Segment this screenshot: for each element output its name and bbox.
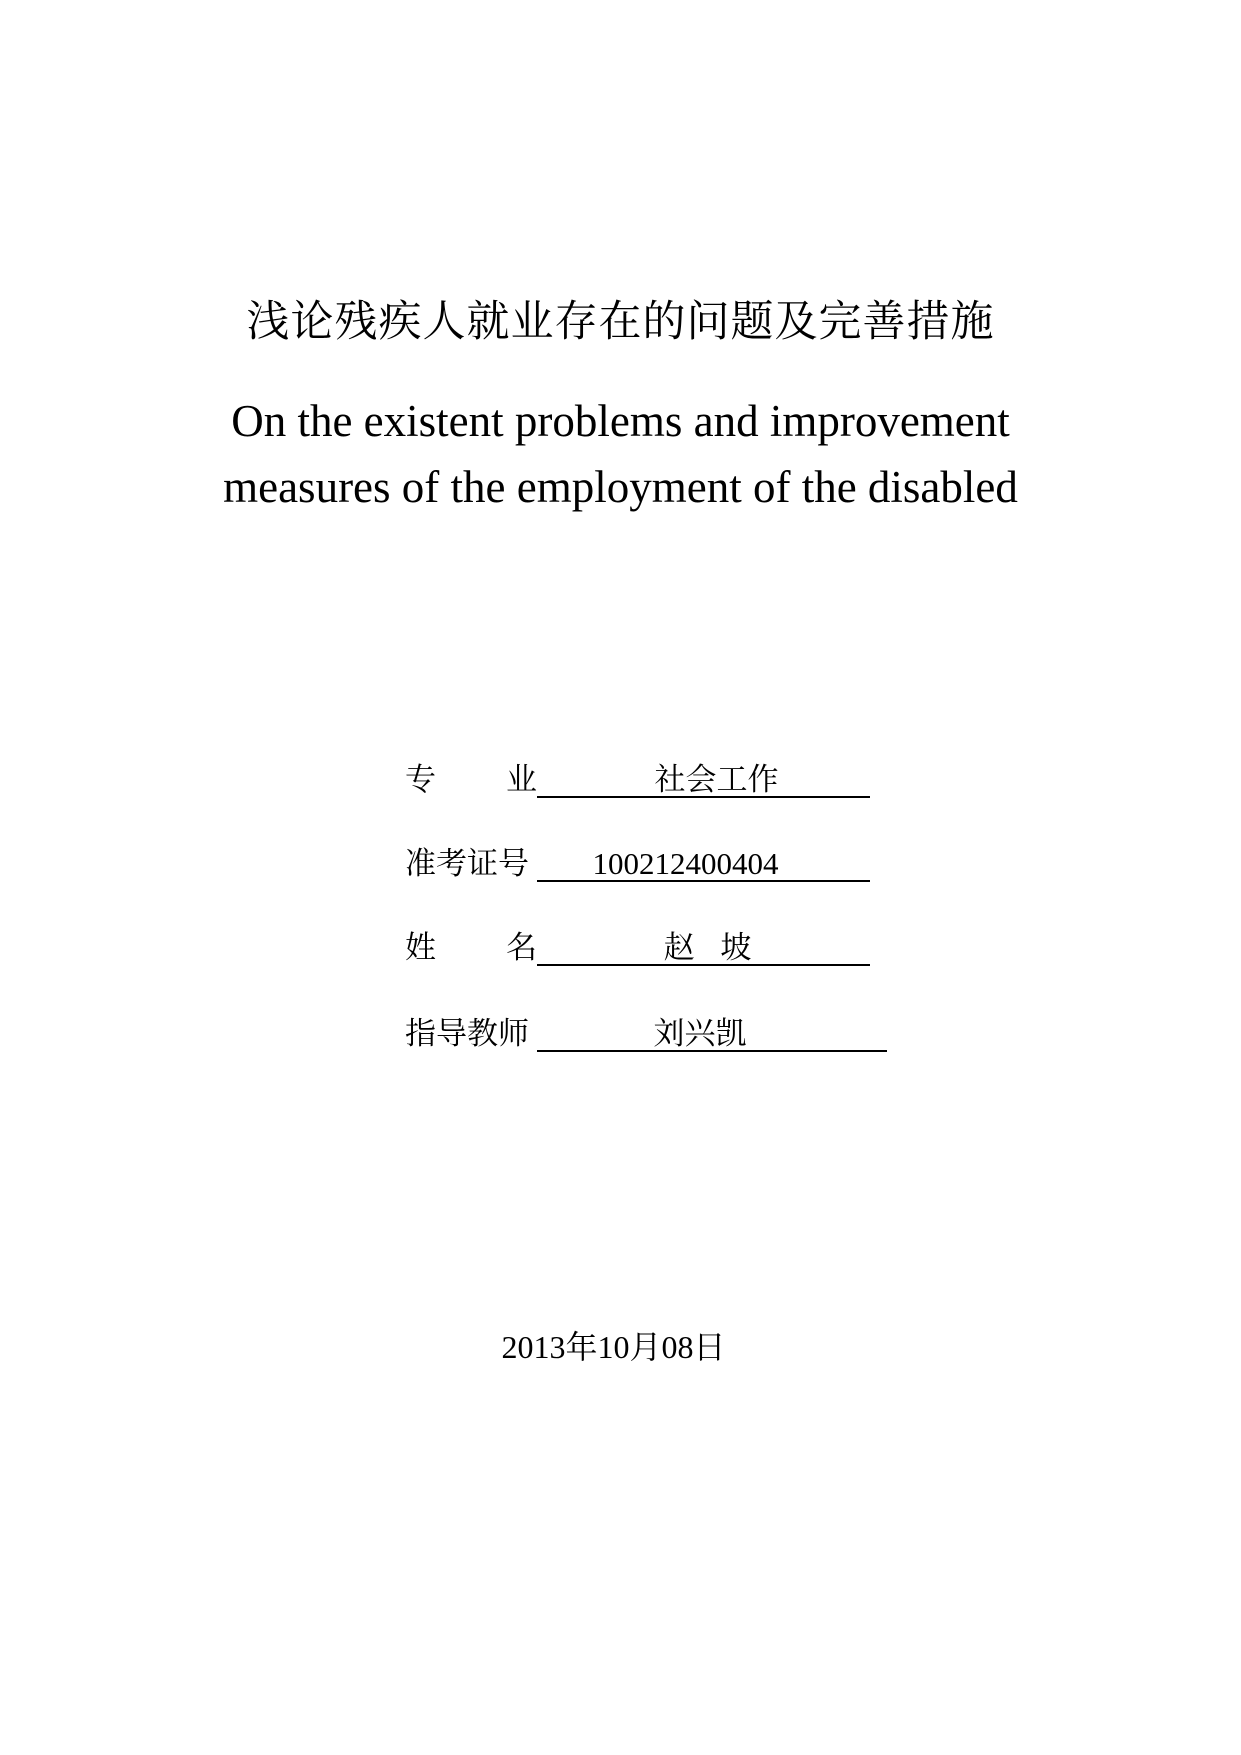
title-english-line-1: On the existent problems and improvement: [231, 396, 1010, 446]
exam-id-label: [405, 842, 537, 886]
title-chinese: 浅论残疾人就业存在的问题及完善措施: [246, 297, 995, 347]
major-label: [405, 758, 537, 802]
exam-id-label-text: 准考证号: [405, 846, 529, 881]
name-label-char-1: 姓: [405, 930, 436, 965]
advisor-label-text: 指导教师: [405, 1016, 529, 1051]
title-english-line-2: measures of the employment of the disabled: [223, 462, 1018, 512]
major-value: 社会工作: [537, 758, 870, 798]
major-label-char-2: 业: [506, 762, 537, 797]
title-english: [0, 388, 1241, 520]
advisor-value: 刘兴凯: [537, 1012, 887, 1052]
name-label: [405, 926, 537, 970]
name-value: 赵 坡: [537, 926, 870, 966]
name-label-char-2: 名: [506, 930, 537, 965]
major-label-char-1: 专: [405, 762, 436, 797]
exam-id-value: 100212400404: [537, 842, 870, 882]
advisor-label: [405, 1012, 537, 1056]
submission-date: 2013年10月08日: [501, 1329, 726, 1365]
